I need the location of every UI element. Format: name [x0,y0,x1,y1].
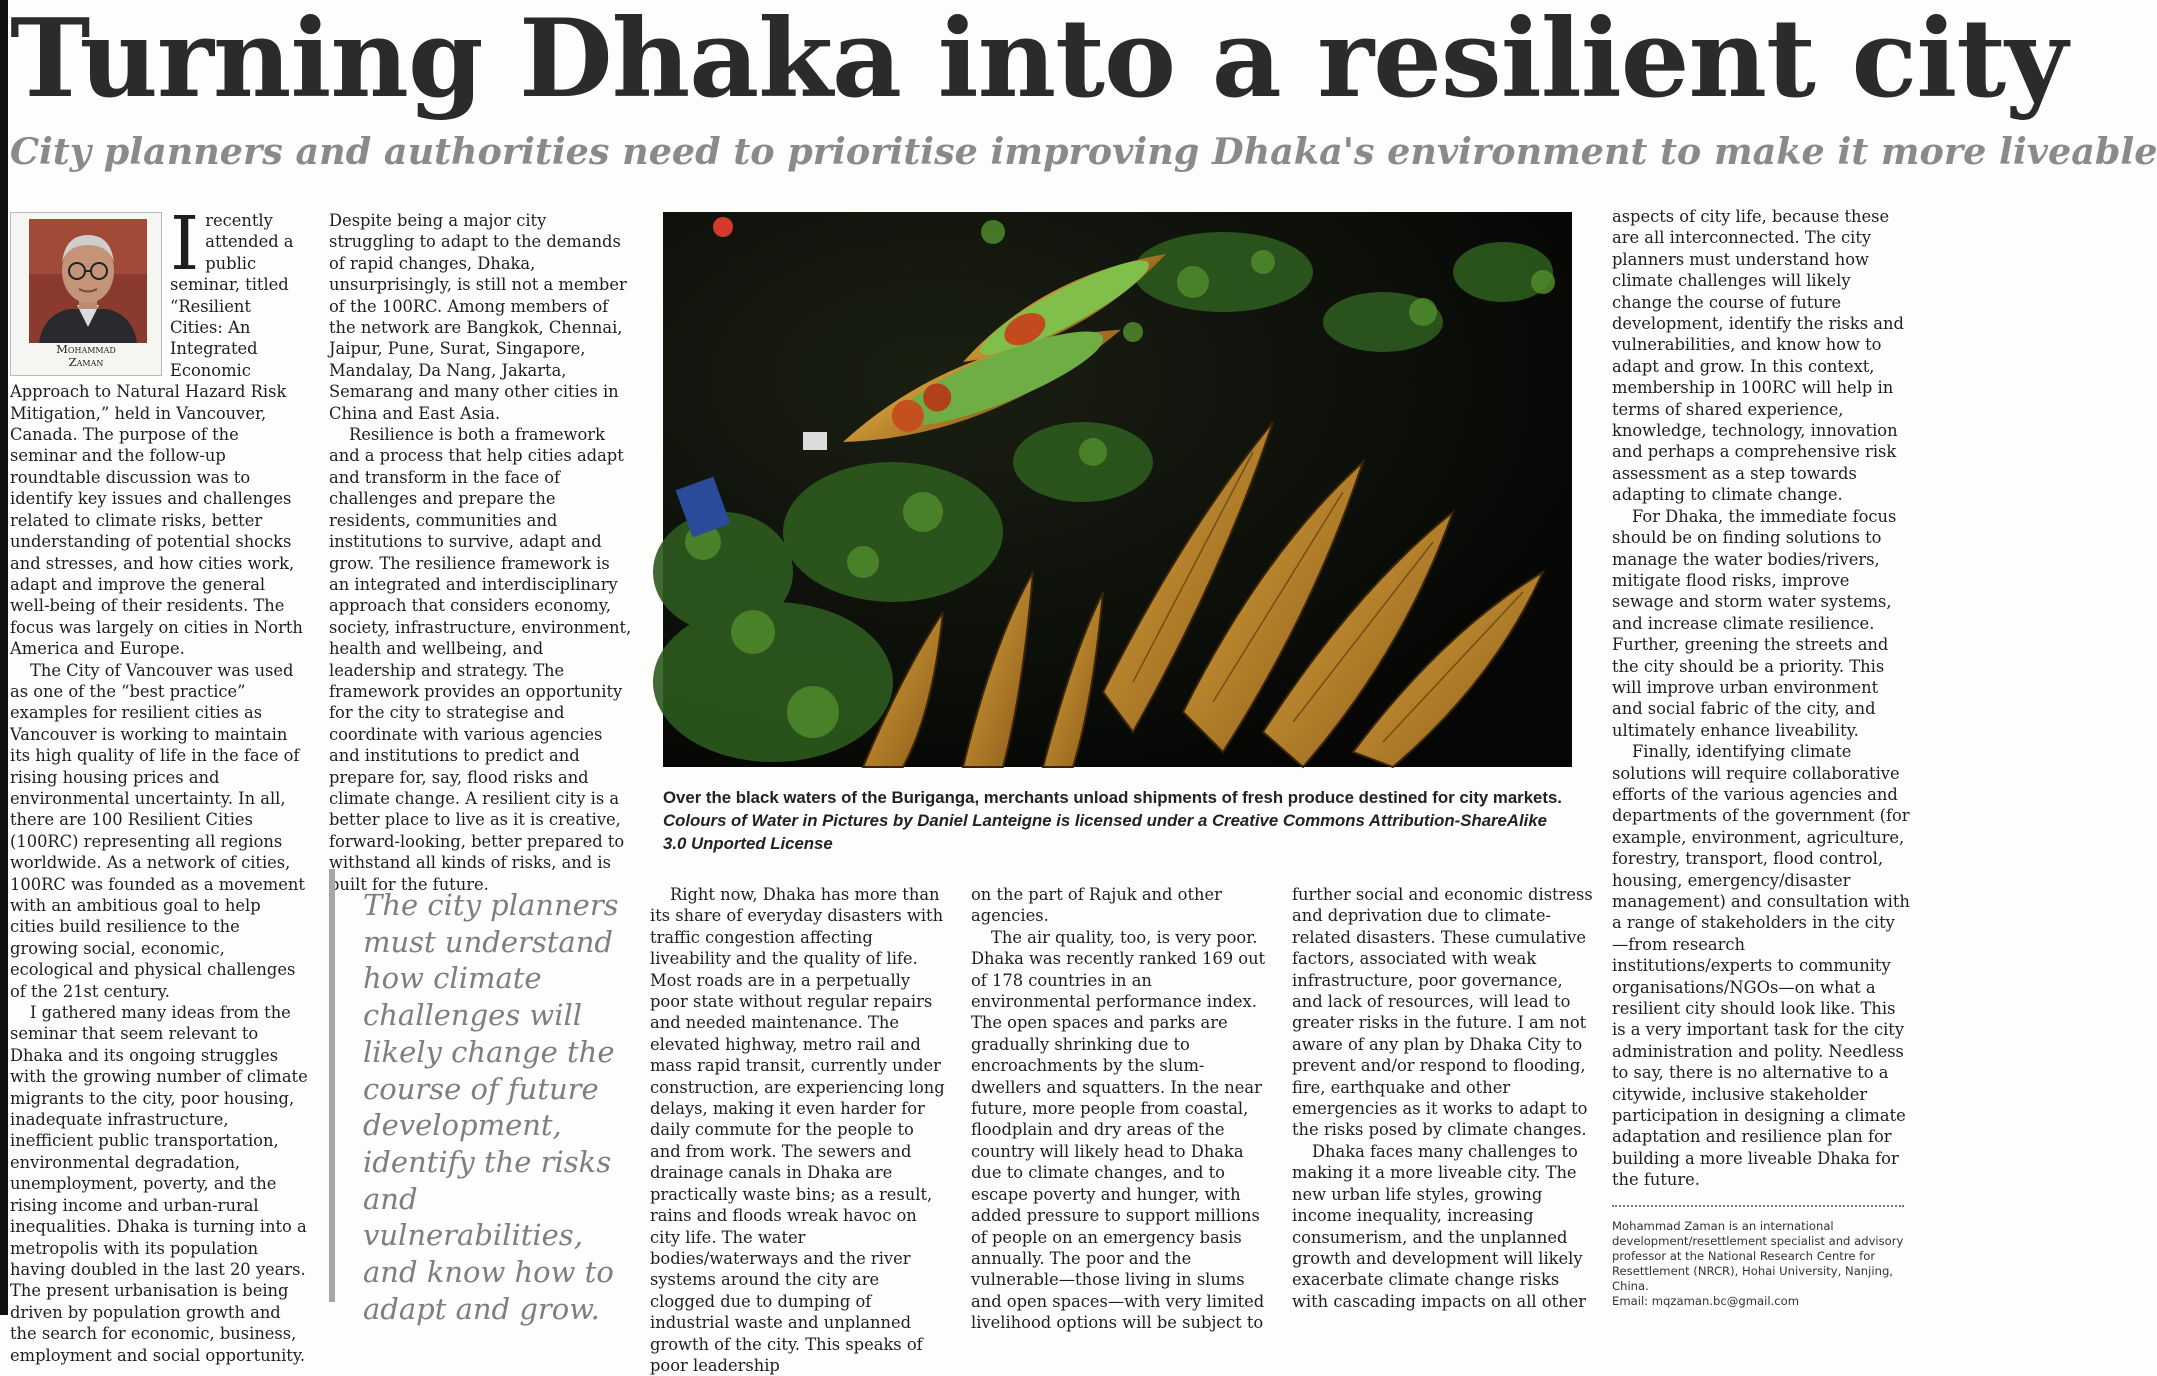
page-edge-bar [0,0,8,1315]
column-5 [1292,884,1594,1312]
dropcap: I [170,201,200,287]
boats-illustration [663,212,1572,767]
author-email[interactable]: Email: mqzaman.bc@gmail.com [1612,1294,1800,1308]
col6-paragraph-1: aspects of city life, because these are all interconnected. The city planners must understand how climate challenges will likely change the course of future development, identify the risks and vulnerabilities, and know how to adapt and grow. In this context, membership in 100RC will help in terms of shared experience, knowledge, technology, innovation and perhaps a comprehensive risk assessment as a step towards adapting to climate change. [1612,207,1904,505]
col4-paragraph-1: on the part of Rajuk and other agencies. [971,885,1222,926]
col2-paragraph-1: Despite being a major city struggling to adapt to the demands of rapid changes, Dhaka, unsurprisingly, is still not a member of the 100RC. Among members of the network are Bangkok, Chennai, Jaipur, Pune, Surat, Singapore, Mandalay, Da Nang, Jakarta, Semarang and many other cities in China and East Asia. [329,211,627,423]
author-bio [1612,1219,1904,1309]
column-1 [10,201,308,1366]
col3-paragraph-1: Right now, Dhaka has more than its share of everyday disasters with traffic congestion affecting liveability and the quality of life. Most roads are in a perpetually poor state without regular repairs and needed maintenance. The elevated highway, metro rail and mass rapid transit, currently under construction, are experiencing long delays, making it even harder for daily commute for the people to and from work. The sewers and drainage canals in Dhaka are practically waste bins; as a result, rains and floods wreak havoc on city life. The water bodies/waterways and the river systems around the city are clogged due to dumping of industrial waste and unplanned growth of the city. This speaks of poor leadership [650,885,945,1375]
author-photo [29,219,147,343]
column-6 [1612,206,1910,1191]
article-photo [663,212,1572,767]
pull-quote [329,869,631,1326]
pull-quote-text: The city planners must understand how climate challenges will likely change the course of future development, identify the risks and vulnerabilities, and know how to adapt and grow. [363,888,619,1326]
author-bio-text: Mohammad Zaman is an international development/resettlement specialist and advisory professor at the National Research Centre for Resettlement (NRCR), Hohai University, Nanjing, China. [1612,1219,1904,1293]
caption-line: Over the black waters of the Buriganga, merchants unload shipments of fresh produce destined for city markets. [663,788,1562,807]
col6-paragraph-2: For Dhaka, the immediate focus should be on finding solutions to manage the water bodies/rivers, mitigate flood risks, improve sewage and storm water systems, and increase climate resilience. Further, greening the streets and the city should be a priority. This will improve urban environment and social fabric of the city, and ultimately enhance liveability. [1612,506,1897,740]
col1-paragraph-1-text: recently attended a public seminar, titled “Resilient Cities: An Integrated Economic Approach to Natural Hazard Risk Mitigation,” held in Vancouver, Canada. The purpose of the seminar and the follow-up roundtable discussion was to identify key issues and challenges related to climate risks, better understanding of potential shocks and stresses, and how cities work, adapt and improve the general well-being of their residents. The focus was largely on cities in North America and Europe. [10,211,303,659]
author-name-line1: Mohammad [56,342,116,356]
col1-paragraph-2: The City of Vancouver was used as one of the “best practice” examples for resilient cities as Vancouver is working to maintain its high quality of life in the face of rising housing prices and environmental uncertainty. In all, there are 100 Resilient Cities (100RC) representing all regions worldwide. As a network of cities, 100RC was founded as a movement with an ambitious goal to help cities build resilience to the growing social, economic, ecological and physical challenges of the 21st century. [10,660,305,1001]
subheadline: City planners and authorities need to prioritise improving Dhaka's environment to make it more liveable [10,130,2157,173]
author-name [11,343,161,369]
photo-caption [663,786,1572,855]
col2-paragraph-2: Resilience is both a framework and a process that help cities adapt and transform in the face of challenges and prepare the residents, communities and institutions to survive, adapt and grow. The resilience framework is an integrated and interdisciplinary approach that considers economy, society, infrastructure, environment, health and wellbeing, and leadership and strategy. The framework provides an opportunity for the city to strategise and coordinate with various agencies and institutions to predict and prepare for, say, flood risks and climate change. A resilient city is a better place to live as it is creative, forward-looking, better prepared to withstand all kinds of risks, and is built for the future. [329,425,632,894]
col4-paragraph-2: The air quality, too, is very poor. Dhaka was recently ranked 169 out of 178 countries in an environmental performance index. The open spaces and parks are gradually shrinking due to encroachments by the slum-dwellers and squatters. In the near future, more people from coastal, floodplain and dry areas of the country will likely head to Dhaka due to climate changes, and to escape poverty and hunger, with added pressure to support millions of people on an emergency basis annually. The poor and the vulnerable—those living in slums and open spaces—with very limited livelihood options will be subject to [971,927,1266,1333]
col1-paragraph-3: I gathered many ideas from the seminar that seem relevant to Dhaka and its ongoing struggles with the growing number of climate migrants to the city, poor housing, inadequate infrastructure, inefficient public transportation, environmental degradation, unemployment, poverty, and the rising income and urban-rural inequalities. Dhaka is turning into a metropolis with its population having doubled in the last 20 years. The present urbanisation is being driven by population growth and the search for economic, business, employment and social opportunity. [10,1003,308,1365]
col5-paragraph-2: Dhaka faces many challenges to making it a more liveable city. The new urban life styles, growing income inequality, increasing consumerism, and the unplanned growth and development will likely exacerbate climate change risks with cascading impacts on all other [1292,1141,1587,1311]
col5-paragraph-1: further social and economic distress and deprivation due to climate-related disasters. These cumulative factors, associated with weak infrastructure, poor governance, and lack of resources, will lead to greater risks in the future. I am not aware of any plan by Dhaka City to prevent and/or respond to flooding, fire, earthquake and other emergencies as it works to adapt to the risks posed by climate changes. [1292,885,1593,1140]
column-3 [650,884,948,1376]
caption-credit: Colours of Water in Pictures by Daniel Lanteigne is licensed under a Creative Commons Attribution-ShareAlike 3.0 Unported License [663,811,1547,853]
bio-divider [1612,1205,1904,1207]
author-name-line2: Zaman [68,355,104,369]
column-2 [329,210,632,895]
column-4 [971,884,1271,1334]
author-box [10,212,162,376]
col6-paragraph-3: Finally, identifying climate solutions will require collaborative efforts of the various agencies and departments of the government (for example, environment, agriculture, forestry, transport, flood control, housing, emergency/disaster management) and consultation with a range of stakeholders in the city—from research institutions/experts to community organisations/NGOs—on what a resilient city should look like. This is a very important task for the city administration and polity. Needless to say, there is no alternative to a citywide, inclusive stakeholder participation in designing a climate adaptation and resilience plan for building a more liveable Dhaka for the future. [1612,742,1910,1190]
headline: Turning Dhaka into a resilient city [10,0,2067,122]
